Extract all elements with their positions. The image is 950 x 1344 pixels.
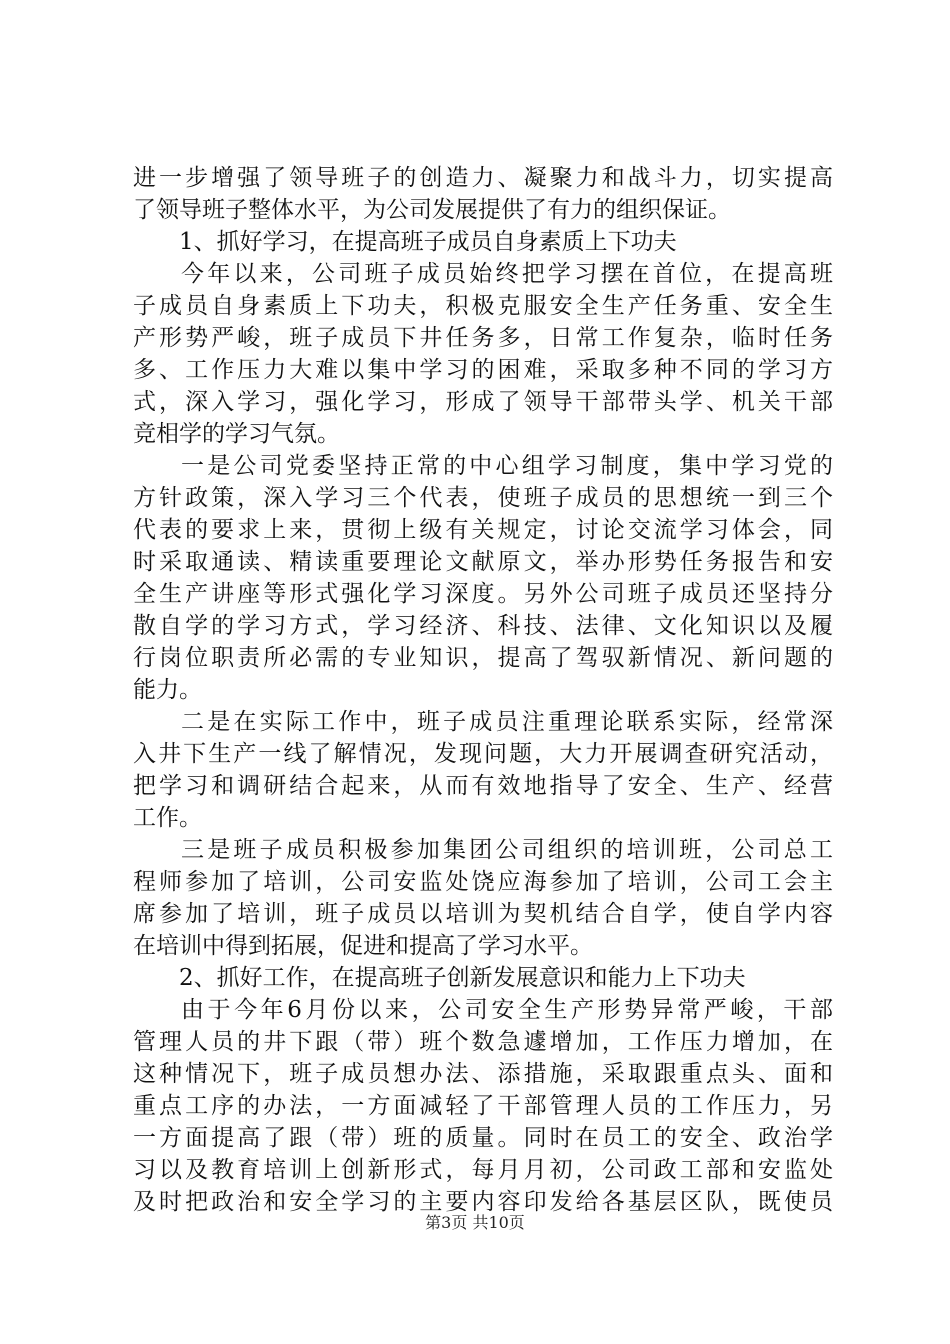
text-line: 工作。 <box>133 805 202 831</box>
text-line: 全生产讲座等形式强化学习深度。另外公司班子成员还坚持分 <box>133 581 833 607</box>
text-line: 多、工作压力大难以集中学习的困难，采取多种不同的学习方 <box>133 357 833 383</box>
text-line: 代表的要求上来，贯彻上级有关规定，讨论交流学习体会，同 <box>133 517 833 543</box>
text-line: 了领导班子整体水平，为公司发展提供了有力的组织保证。 <box>133 197 731 223</box>
text-line: 散自学的学习方式，学习经济、科技、法律、文化知识以及履 <box>133 613 833 639</box>
text-line: 今年以来，公司班子成员始终把学习摆在首位，在提高班 <box>181 261 833 287</box>
text-line: 二是在实际工作中，班子成员注重理论联系实际，经常深 <box>181 709 833 735</box>
text-line: 习以及教育培训上创新形式，每月月初，公司政工部和安监处 <box>133 1157 833 1183</box>
text-line: 一是公司党委坚持正常的中心组学习制度，集中学习党的 <box>181 453 833 479</box>
text-line: 子成员自身素质上下功夫，积极克服安全生产任务重、安全生 <box>133 293 833 319</box>
text-line: 重点工序的办法，一方面减轻了干部管理人员的工作压力，另 <box>133 1093 833 1119</box>
page-number-footer: 第3页 共10页 <box>425 1213 525 1232</box>
text-line: 席参加了培训，班子成员以培训为契机结合自学，使自学内容 <box>133 901 833 927</box>
text-line: 方针政策，深入学习三个代表，使班子成员的思想统一到三个 <box>133 485 833 511</box>
text-line: 进一步增强了领导班子的创造力、凝聚力和战斗力，切实提高 <box>133 165 833 191</box>
text-line: 行岗位职责所必需的专业知识，提高了驾驭新情况、新问题的 <box>133 645 833 671</box>
section-heading: 2、抓好工作，在提高班子创新发展意识和能力上下功夫 <box>179 965 746 991</box>
text-line: 产形势严峻，班子成员下井任务多，日常工作复杂，临时任务 <box>133 325 833 351</box>
text-line: 能力。 <box>133 677 202 703</box>
text-line: 三是班子成员积极参加集团公司组织的培训班，公司总工 <box>181 837 833 863</box>
text-line: 把学习和调研结合起来，从而有效地指导了安全、生产、经营 <box>133 773 833 799</box>
text-line: 时采取通读、精读重要理论文献原文，举办形势任务报告和安 <box>133 549 833 575</box>
section-heading: 1、抓好学习，在提高班子成员自身素质上下功夫 <box>179 229 677 255</box>
text-line: 一方面提高了跟（带）班的质量。同时在员工的安全、政治学 <box>133 1125 833 1151</box>
text-line: 管理人员的井下跟（带）班个数急遽增加，工作压力增加，在 <box>133 1029 833 1055</box>
body-text <box>133 162 833 1218</box>
text-line: 由于今年6月份以来，公司安全生产形势异常严峻，干部 <box>181 997 833 1023</box>
text-line: 式，深入学习，强化学习，形成了领导干部带头学、机关干部 <box>133 389 833 415</box>
text-line: 程师参加了培训，公司安监处饶应海参加了培训，公司工会主 <box>133 869 833 895</box>
text-line: 竞相学的学习气氛。 <box>133 421 340 447</box>
text-line: 及时把政治和安全学习的主要内容印发给各基层区队，既使员 <box>133 1189 833 1215</box>
text-line: 入井下生产一线了解情况，发现问题，大力开展调查研究活动， <box>133 741 833 767</box>
text-line: 在培训中得到拓展，促进和提高了学习水平。 <box>133 933 593 959</box>
text-line: 这种情况下，班子成员想办法、添措施，采取跟重点头、面和 <box>133 1061 833 1087</box>
